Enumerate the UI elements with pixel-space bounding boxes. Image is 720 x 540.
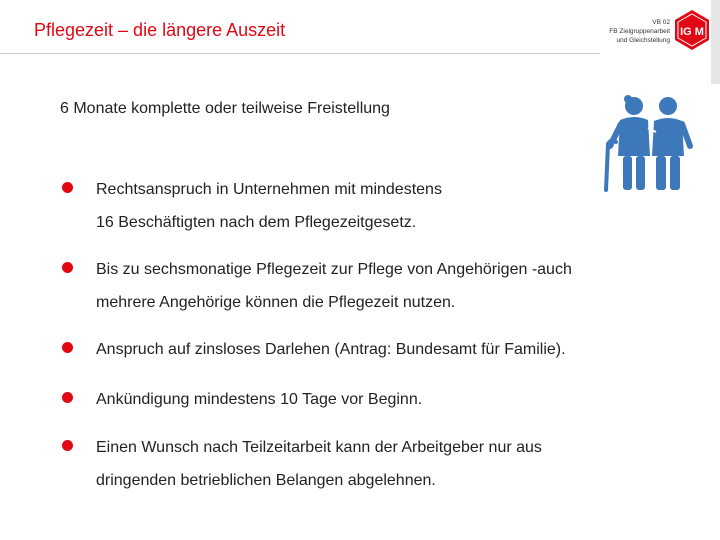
- bullet-line: 16 Beschäftigten nach dem Pflegezeitgesetz.: [96, 214, 417, 231]
- bullet-text: [96, 335, 656, 365]
- title-divider: [0, 53, 600, 54]
- dept-line: und Gleichstellung: [616, 37, 670, 44]
- bullet-text: [96, 433, 656, 496]
- bullet-line: dringenden betrieblichen Belangen abgelehnen.: [96, 472, 436, 489]
- slide-title: Pflegezeit – die längere Auszeit: [34, 20, 286, 40]
- department-label: [566, 18, 670, 45]
- bullet-line: Rechtsanspruch in Unternehmen mit mindestens: [96, 181, 442, 198]
- bullet-text: [96, 255, 656, 318]
- bullet-dot-icon: [62, 182, 73, 193]
- bullet-line: mehrere Angehörige können die Pflegezeit nutzen.: [96, 294, 456, 311]
- logo-text: IG M: [680, 26, 704, 38]
- bullet-line: Ankündigung mindestens 10 Tage vor Beginn.: [96, 391, 423, 408]
- bullet-line: Einen Wunsch nach Teilzeitarbeit kann der Arbeitgeber nur aus: [96, 439, 542, 456]
- slide-subtitle: 6 Monate komplette oder teilweise Freistellung: [60, 100, 390, 117]
- dept-line: FB Zielgruppenarbeit: [609, 28, 670, 35]
- igm-logo-icon: [672, 8, 712, 52]
- bullet-dot-icon: [62, 440, 73, 451]
- bullet-text: [96, 385, 656, 415]
- bullet-line: Bis zu sechsmonatige Pflegezeit zur Pflege von Angehörigen -auch: [96, 261, 572, 278]
- bullet-dot-icon: [62, 262, 73, 273]
- dept-line: VB 02: [652, 19, 670, 26]
- bullet-text: [96, 175, 656, 238]
- corner-band: [711, 0, 720, 84]
- bullet-line: Anspruch auf zinsloses Darlehen (Antrag: Bundesamt für Familie).: [96, 341, 566, 358]
- bullet-dot-icon: [62, 342, 73, 353]
- bullet-dot-icon: [62, 392, 73, 403]
